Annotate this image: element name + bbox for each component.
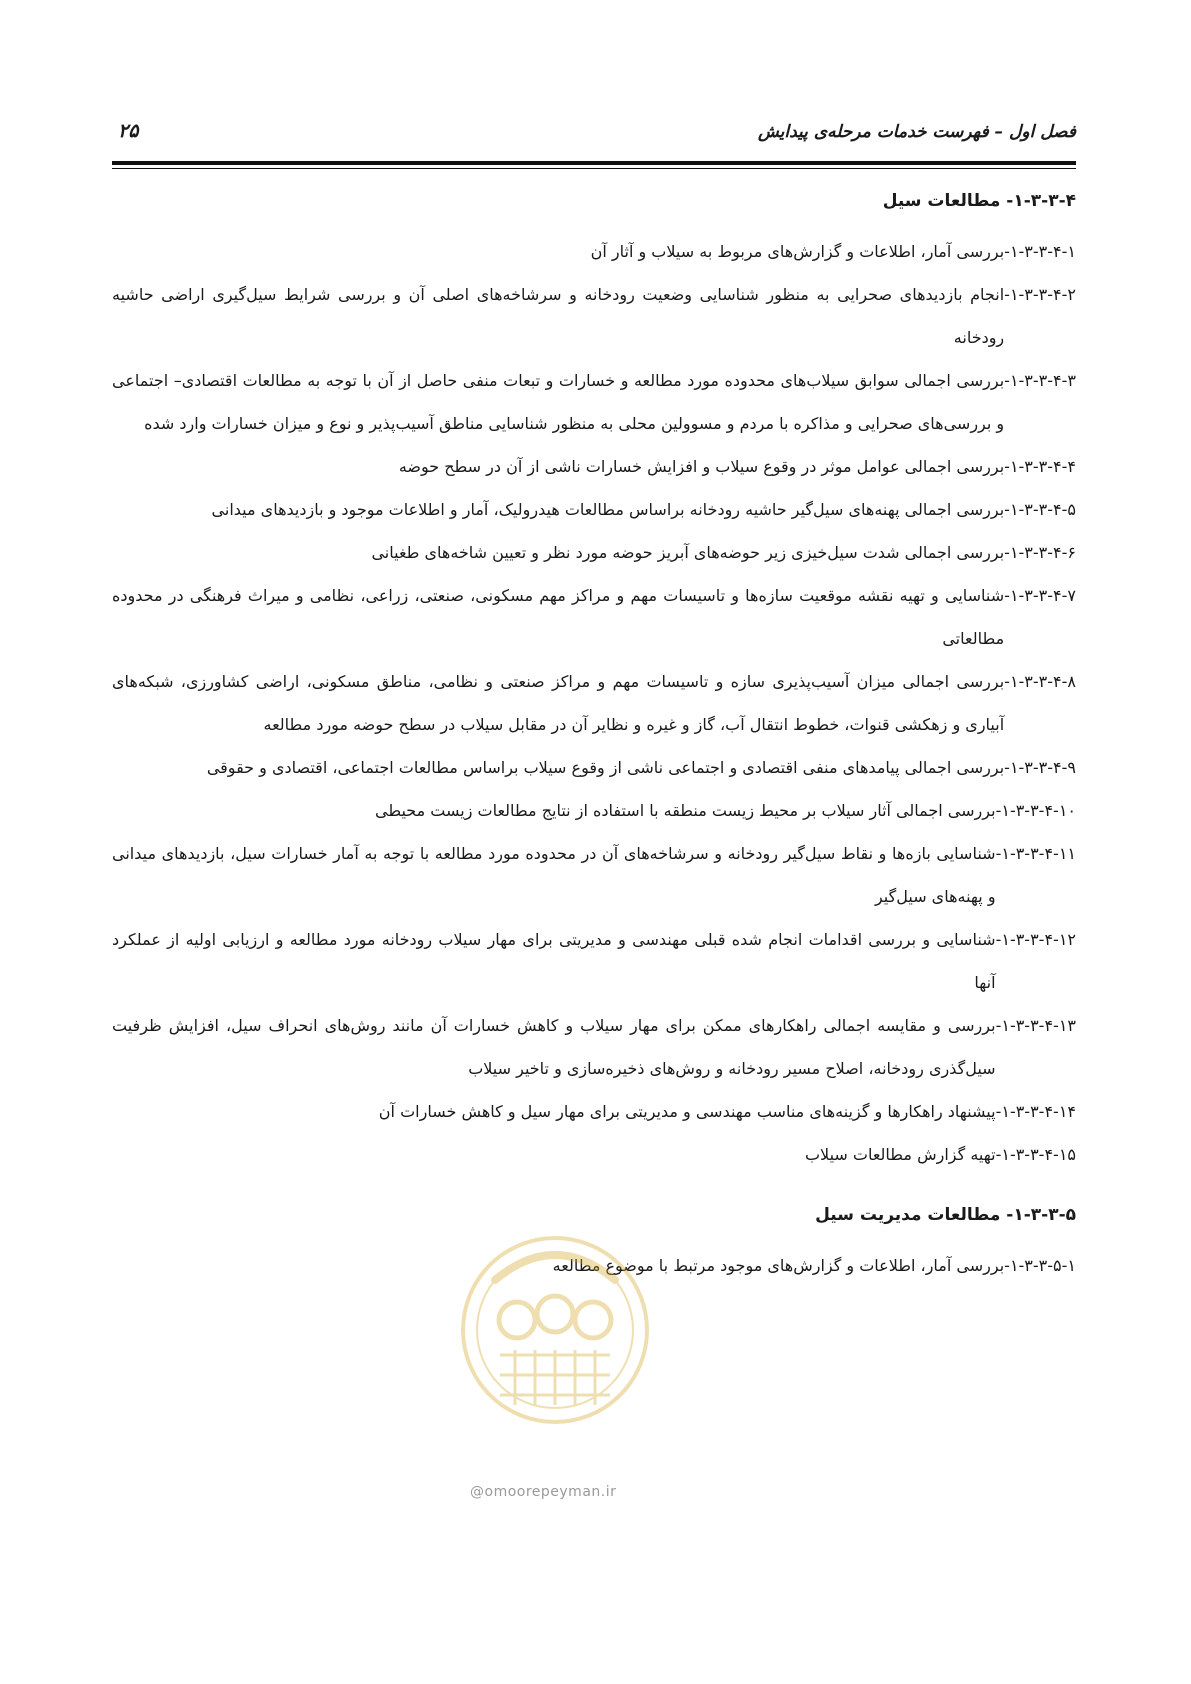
item-number: ۱-۳-۳-۴-۸- xyxy=(1004,672,1076,691)
list-item xyxy=(112,832,1076,918)
item-text: بررسی اجمالی شدت سیل‌خیزی زیر حوضه‌های آبریز حوضه مورد نظر و تعیین شاخه‌های طغیانی xyxy=(371,543,1005,562)
list-item xyxy=(112,531,1076,574)
item-text: بررسی آمار، اطلاعات و گزارش‌های مربوط به سیلاب و آثار آن xyxy=(590,242,1005,261)
item-text: بررسی آمار، اطلاعات و گزارش‌های موجود مرتبط با موضوع مطالعه xyxy=(552,1256,1005,1275)
list-item xyxy=(112,488,1076,531)
header-rule-thick xyxy=(112,161,1076,165)
page-header xyxy=(112,120,1076,154)
item-text: بررسی و مقایسه اجمالی راهکارهای ممکن برای مهار سیلاب و کاهش خسارات آن مانند روش‌های انحراف سیل، افزایش ظرفیت سیل‌گذری رودخانه، اصلاح مسیر رودخانه و روش‌های ذخیره‌سازی و تاخیر سیلاب xyxy=(112,1016,996,1078)
item-text: انجام بازدیدهای صحرایی به منظور شناسایی وضعیت رودخانه و سرشاخه‌های اصلی آن و بررسی شرایط سیل‌گیری اراضی حاشیه رودخانه xyxy=(112,285,1005,347)
item-number: ۱-۳-۳-۴-۱۴- xyxy=(995,1102,1076,1121)
item-text: شناسایی و بررسی اقدامات انجام شده قبلی مهندسی و مدیریتی برای مهار سیلاب رودخانه مورد مطالعه و ارزیابی اولیه از عملکرد آنها xyxy=(112,930,996,992)
item-number: ۱-۳-۳-۴-۱- xyxy=(1004,242,1076,261)
item-number: ۱-۳-۳-۴-۵- xyxy=(1004,500,1076,519)
item-text: تهیه گزارش مطالعات سیلاب xyxy=(804,1145,996,1164)
list-item xyxy=(112,1004,1076,1090)
item-number: ۱-۳-۳-۴-۱۱- xyxy=(995,844,1076,863)
list-item xyxy=(112,746,1076,789)
list-item xyxy=(112,660,1076,746)
chapter-title: فصل اول – فهرست خدمات مرحله‌ی پیدایش xyxy=(758,122,1076,142)
list-item xyxy=(112,273,1076,359)
list-item xyxy=(112,1244,1076,1287)
list-item xyxy=(112,574,1076,660)
header-rule-thin xyxy=(112,168,1076,169)
page-number: ۲۵ xyxy=(118,120,139,142)
item-text: پیشنهاد راهکارها و گزینه‌های مناسب مهندسی و مدیریتی برای مهار سیل و کاهش خسارات آن xyxy=(378,1102,996,1121)
item-number: ۱-۳-۳-۴-۷- xyxy=(1004,586,1076,605)
list-item xyxy=(112,445,1076,488)
item-text: شناسایی بازه‌ها و نقاط سیل‌گیر رودخانه و سرشاخه‌های آن در محدوده مورد مطالعه با توجه به آمار خسارات سیل، بازدیدهای میدانی و پهنه‌های سیل‌گیر xyxy=(112,844,996,906)
list-item xyxy=(112,1090,1076,1133)
watermark-url: @omoorepeyman.ir xyxy=(470,1484,617,1500)
item-number: ۱-۳-۳-۴-۹- xyxy=(1004,758,1076,777)
item-number: ۱-۳-۳-۴-۴- xyxy=(1004,457,1076,476)
document-body xyxy=(112,188,1076,1287)
list-item xyxy=(112,789,1076,832)
item-number: ۱-۳-۳-۴-۲- xyxy=(1004,285,1076,304)
item-number: ۱-۳-۳-۴-۱۰- xyxy=(995,801,1076,820)
item-number: ۱-۳-۳-۵-۱- xyxy=(1004,1256,1076,1275)
item-text: بررسی اجمالی پهنه‌های سیل‌گیر حاشیه رودخانه براساس مطالعات هیدرولیک، آمار و اطلاعات موجود و بازدیدهای میدانی xyxy=(211,500,1005,519)
item-text: بررسی اجمالی میزان آسیب‌پذیری سازه و تاسیسات مهم و مراکز صنعتی و نظامی، مناطق مسکونی، اراضی کشاورزی، شبکه‌های آبیاری و زهکشی قنوات، خطوط انتقال آب، گاز و غیره و نظایر آن در مقابل سیلاب در سطح حوضه مورد مطالعه xyxy=(112,672,1005,734)
item-text: بررسی اجمالی سوابق سیلاب‌های محدوده مورد مطالعه و خسارات و تبعات منفی حاصل از آن با توجه به مطالعات اقتصادی– اجتماعی و بررسی‌های صحرایی و مذاکره با مردم و مسوولین محلی به منظور شناسایی مناطق آسیب‌پذیر و نوع و میزان خسارات وارد شده xyxy=(112,371,1005,433)
item-text: بررسی اجمالی پیامدهای منفی اقتصادی و اجتماعی ناشی از وقوع سیلاب براساس مطالعات اجتماعی، اقتصادی و حقوقی xyxy=(206,758,1005,777)
item-number: ۱-۳-۳-۴-۱۳- xyxy=(995,1016,1076,1035)
list-item xyxy=(112,230,1076,273)
section-heading-flood-studies: ۱-۳-۳-۴- مطالعات سیل xyxy=(882,191,1076,211)
list-item xyxy=(112,359,1076,445)
item-text: شناسایی و تهیه نقشه موقعیت سازه‌ها و تاسیسات مهم و مراکز مهم مسکونی، صنعتی، زراعی، نظامی و میراث فرهنگی در محدوده مطالعاتی xyxy=(112,586,1005,648)
list-item xyxy=(112,918,1076,1004)
item-number: ۱-۳-۳-۴-۶- xyxy=(1004,543,1076,562)
item-number: ۱-۳-۳-۴-۱۵- xyxy=(995,1145,1076,1164)
item-text: بررسی اجمالی آثار سیلاب بر محیط زیست منطقه با استفاده از نتایج مطالعات زیست محیطی xyxy=(374,801,996,820)
item-number: ۱-۳-۳-۴-۱۲- xyxy=(995,930,1076,949)
list-item xyxy=(112,1133,1076,1176)
item-number: ۱-۳-۳-۴-۳- xyxy=(1004,371,1076,390)
section-heading-flood-management: ۱-۳-۳-۵- مطالعات مدیریت سیل xyxy=(815,1205,1076,1225)
item-text: بررسی اجمالی عوامل موثر در وقوع سیلاب و افزایش خسارات ناشی از آن در سطح حوضه xyxy=(398,457,1005,476)
